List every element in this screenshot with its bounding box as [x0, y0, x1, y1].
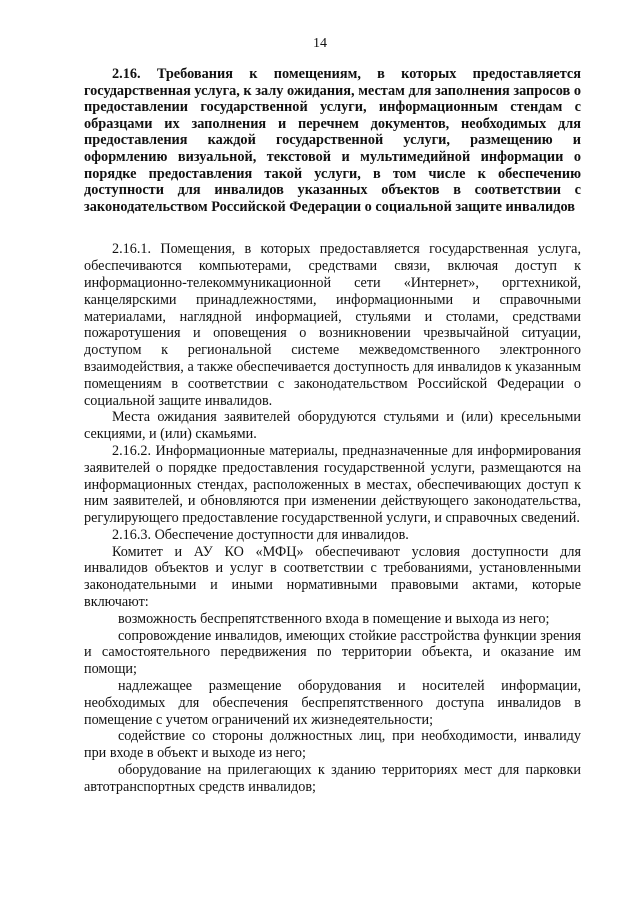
list-item: возможность беспрепятственного входа в помещение и выхода из него; [118, 610, 550, 627]
page-number: 14 [313, 36, 327, 51]
list-item: надлежащее размещение оборудования и носителей информации, необходимых для обеспечения беспрепятственного доступа инвалидов в помещение с учетом ограничений их жизнедеятельности; [84, 678, 581, 728]
list-item: сопровождение инвалидов, имеющих стойкие расстройства функции зрения и самостоятельного передвижения по территории объекта, и оказание им помощи; [84, 627, 581, 678]
paragraph-committee-conditions: Комитет и АУ КО «МФЦ» обеспечивают условия доступности для инвалидов объектов и услуг в соответствии с требованиями, установленными законодательными и иными нормативными правовыми актами, которые включают: [84, 543, 581, 611]
section-heading: 2.16. Требования к помещениям, в которых предоставляется государственная услуга, к залу ожидания, местам для заполнения запросов о предоставлении государственной услуги, информационным стендам с образцами их заполнения и перечнем документов, необходимых для предоставления каждой государственной услуги, размещению и оформлению визуальной, текстовой и мультимедийной информации о порядке предоставления такой услуги, в том числе к обеспечению доступности для инвалидов указанных объектов в соответствии с законодательством Российской Федерации о социальной защите инвалидов [84, 66, 581, 215]
paragraph-2-16-2: 2.16.2. Информационные материалы, предназначенные для информирования заявителей о порядке предоставления государственной услуги, размещаются на информационных стендах, расположенных в местах, обеспечивающих доступ к ним заявителей, и обновляются при изменении действующего законодательства, регулирующего предоставление государственной услуги, и справочных сведений. [84, 442, 581, 527]
paragraph-2-16-3: 2.16.3. Обеспечение доступности для инвалидов. [112, 526, 409, 543]
paragraph-waiting-areas: Места ожидания заявителей оборудуются стульями и (или) кресельными секциями, и (или) скамьями. [84, 409, 581, 443]
paragraph-2-16-1: 2.16.1. Помещения, в которых предоставляется государственная услуга, обеспечиваются компьютерами, средствами связи, включая доступ к информационно-телекоммуникационной сети «Интернет», оргтехникой, канцелярскими принадлежностями, информационными и справочными материалами, наглядной информацией, стульями и столами, средствами пожаротушения и оповещения о возникновении чрезвычайной ситуации, доступом к региональной системе межведомственного электронного взаимодействия, а также обеспечивается доступность для инвалидов к указанным помещениям в соответствии с законодательством Российской Федерации о социальной защите инвалидов. [84, 241, 581, 409]
list-item: оборудование на прилегающих к зданию территориях мест для парковки автотранспортных средств инвалидов; [84, 762, 581, 795]
list-item: содействие со стороны должностных лиц, при необходимости, инвалиду при входе в объект и выходе из него; [84, 728, 581, 762]
document-body [84, 66, 581, 796]
